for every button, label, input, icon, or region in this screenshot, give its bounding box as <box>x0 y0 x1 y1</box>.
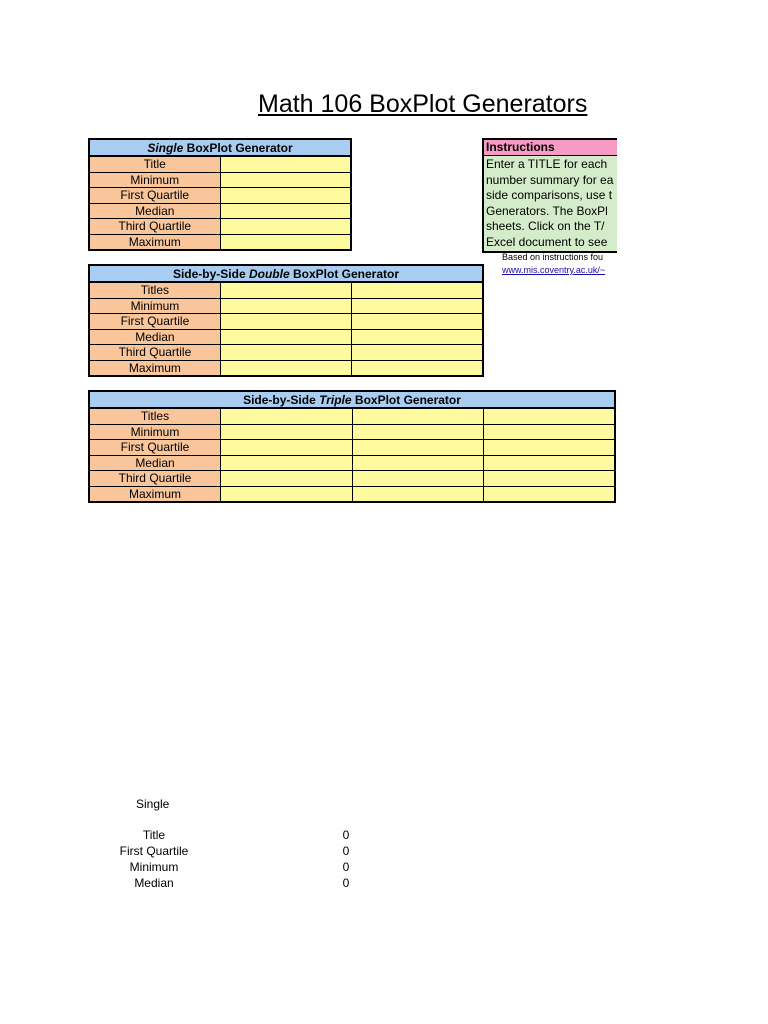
summary-value: 0 <box>342 844 350 858</box>
row-label-third-quartile: Third Quartile <box>89 219 220 235</box>
double-input-cell[interactable] <box>220 282 351 298</box>
triple-input-cell[interactable] <box>352 440 484 456</box>
double-input-cell[interactable] <box>352 329 483 345</box>
row-label-maximum: Maximum <box>89 486 221 502</box>
triple-input-cell[interactable] <box>352 424 484 440</box>
instructions-body <box>484 156 617 252</box>
single-title-input-cell[interactable] <box>220 156 351 172</box>
triple-input-cell[interactable] <box>221 440 353 456</box>
triple-input-cell[interactable] <box>352 408 484 424</box>
summary-row <box>0 860 400 876</box>
single-maximum-input-cell[interactable] <box>220 234 351 250</box>
row-label-first-quartile: First Quartile <box>89 314 220 330</box>
row-label-titles: Titles <box>89 282 220 298</box>
double-input-cell[interactable] <box>220 329 351 345</box>
row-label-median: Median <box>89 329 220 345</box>
summary-label: First Quartile <box>119 844 189 858</box>
row-label-median: Median <box>89 455 221 471</box>
header-emphasis: Double <box>248 266 290 281</box>
summary-value: 0 <box>342 860 350 874</box>
instructions-line: Excel document to see <box>486 234 608 249</box>
row-label-maximum: Maximum <box>89 234 220 250</box>
instructions-line: Generators. The BoxPl <box>486 203 608 218</box>
double-input-cell[interactable] <box>352 345 483 361</box>
header-emphasis: Single <box>147 140 184 155</box>
triple-input-cell[interactable] <box>352 486 484 502</box>
single-third-quartile-input-cell[interactable] <box>220 219 351 235</box>
instructions-line: Enter a TITLE for each <box>486 157 608 171</box>
header-suffix: BoxPlot Generator <box>351 392 461 407</box>
source-note <box>502 251 615 277</box>
triple-input-cell[interactable] <box>484 424 616 440</box>
source-note-text: Based on instructions fou <box>502 252 604 262</box>
summary-value: 0 <box>342 876 350 890</box>
summary-row <box>0 844 400 860</box>
row-label-minimum: Minimum <box>89 424 221 440</box>
triple-input-cell[interactable] <box>484 408 616 424</box>
summary-label: Median <box>134 876 174 890</box>
row-label-median: Median <box>89 203 220 219</box>
row-label-first-quartile: First Quartile <box>89 440 221 456</box>
triple-input-cell[interactable] <box>352 471 484 487</box>
row-label-maximum: Maximum <box>89 360 220 376</box>
triple-input-cell[interactable] <box>221 471 353 487</box>
summary-label: Minimum <box>129 860 179 874</box>
triple-input-cell[interactable] <box>221 486 353 502</box>
instructions-panel <box>482 138 617 253</box>
triple-boxplot-generator-table <box>88 390 616 503</box>
triple-input-cell[interactable] <box>221 455 353 471</box>
triple-input-cell[interactable] <box>484 471 616 487</box>
page-title: Math 106 BoxPlot Generators <box>258 90 588 118</box>
row-label-minimum: Minimum <box>89 298 220 314</box>
double-boxplot-generator-table <box>88 264 484 377</box>
summary-value: 0 <box>342 828 350 842</box>
triple-input-cell[interactable] <box>484 440 616 456</box>
triple-generator-header <box>89 391 615 408</box>
instructions-line: sheets. Click on the T/ <box>486 219 605 234</box>
summary-row <box>0 828 400 844</box>
header-prefix: Side-by-Side <box>243 392 320 407</box>
instructions-header: Instructions <box>484 140 617 156</box>
single-first-quartile-input-cell[interactable] <box>220 188 351 204</box>
row-label-title: Title <box>89 156 220 172</box>
header-suffix: BoxPlot Generator <box>183 140 293 155</box>
row-label-minimum: Minimum <box>89 172 220 188</box>
triple-input-cell[interactable] <box>484 486 616 502</box>
summary-row <box>0 876 400 892</box>
double-input-cell[interactable] <box>352 298 483 314</box>
instructions-line: side comparisons, use t <box>486 188 613 203</box>
triple-input-cell[interactable] <box>221 408 353 424</box>
row-label-third-quartile: Third Quartile <box>89 345 220 361</box>
row-label-first-quartile: First Quartile <box>89 188 220 204</box>
double-input-cell[interactable] <box>352 360 483 376</box>
single-median-input-cell[interactable] <box>220 203 351 219</box>
instructions-line: number summary for ea <box>486 172 614 187</box>
row-label-third-quartile: Third Quartile <box>89 471 221 487</box>
double-input-cell[interactable] <box>220 314 351 330</box>
double-input-cell[interactable] <box>220 345 351 361</box>
source-link[interactable]: www.mis.coventry.ac.uk/~ <box>502 265 606 275</box>
triple-input-cell[interactable] <box>352 455 484 471</box>
row-label-titles: Titles <box>89 408 221 424</box>
header-suffix: BoxPlot Generator <box>289 266 400 281</box>
header-emphasis: Triple <box>319 392 352 407</box>
triple-input-cell[interactable] <box>221 424 353 440</box>
summary-heading: Single <box>136 797 170 811</box>
double-generator-header <box>89 265 483 282</box>
single-generator-header <box>89 139 351 156</box>
double-input-cell[interactable] <box>352 314 483 330</box>
summary-label: Title <box>142 828 166 842</box>
double-input-cell[interactable] <box>352 282 483 298</box>
double-input-cell[interactable] <box>220 360 351 376</box>
single-minimum-input-cell[interactable] <box>220 172 351 188</box>
double-input-cell[interactable] <box>220 298 351 314</box>
triple-input-cell[interactable] <box>484 455 616 471</box>
header-prefix: Side-by-Side <box>172 266 249 281</box>
single-boxplot-generator-table <box>88 138 352 251</box>
summary-list <box>0 828 400 892</box>
